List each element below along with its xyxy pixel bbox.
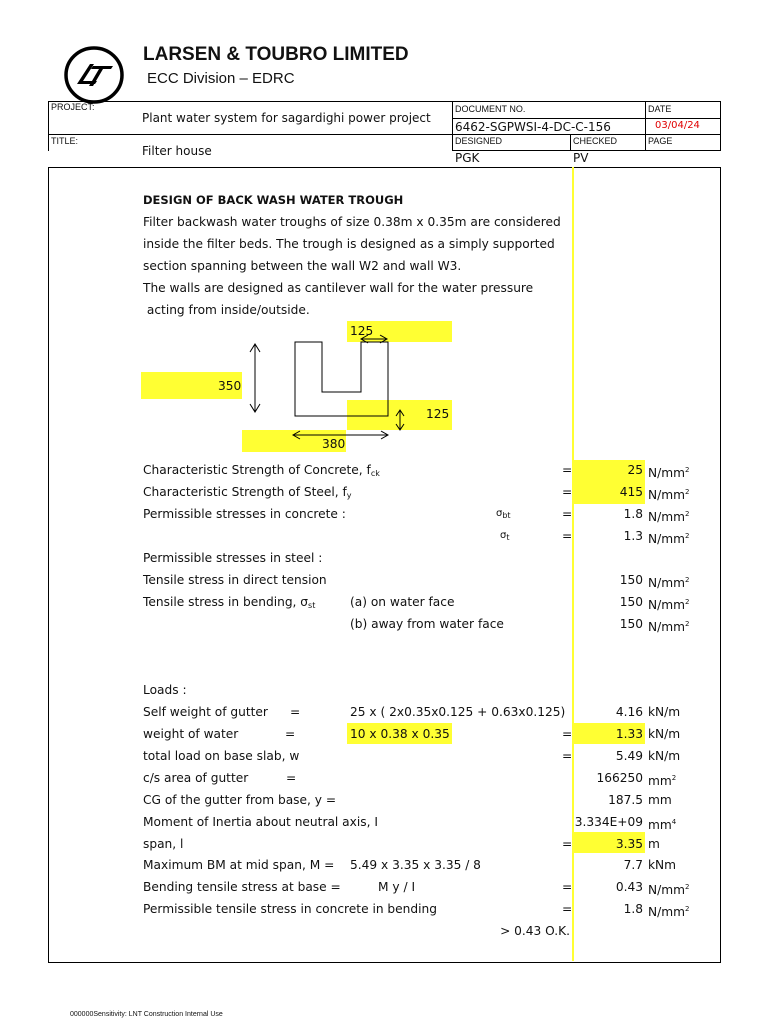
span-eq: = xyxy=(562,837,573,851)
cg-label: CG of the gutter from base, y = xyxy=(143,793,337,807)
bm-formula: 5.49 x 3.35 x 3.35 / 8 xyxy=(350,858,481,872)
tension-value: 150 xyxy=(619,573,643,587)
project-value: Plant water system for sagardighi power project xyxy=(142,111,431,125)
total-load-eq: = xyxy=(562,749,573,763)
title-label: TITLE: xyxy=(51,136,79,146)
designed-label: DESIGNED xyxy=(455,136,503,146)
check-result: > 0.43 O.K. xyxy=(500,924,570,938)
cg-unit: mm xyxy=(648,793,672,807)
span-label: span, l xyxy=(143,837,184,851)
self-weight-unit: kN/m xyxy=(648,705,681,719)
docno-label: DOCUMENT NO. xyxy=(455,104,526,114)
cg-value: 187.5 xyxy=(608,793,643,807)
area-label: c/s area of gutter xyxy=(143,771,249,785)
para-line-3: section spanning between the wall W2 and wall W3. xyxy=(143,259,462,273)
pts-value: 1.8 xyxy=(623,902,643,916)
bending-b-label: (b) away from water face xyxy=(350,617,504,631)
span-unit: m xyxy=(648,837,660,851)
bts-value: 0.43 xyxy=(615,880,643,894)
span-value: 3.35 xyxy=(615,837,643,851)
bts-label: Bending tensile stress at base = xyxy=(143,880,341,894)
docno-value: 6462-SGPWSI-4-DC-C-156 xyxy=(455,120,611,134)
loads-label: Loads : xyxy=(143,683,187,697)
perm-steel-label: Permissible stresses in steel : xyxy=(143,551,323,565)
fy-label: Characteristic Strength of Steel, $f_y$ xyxy=(143,485,352,500)
dim-height-label: 350 xyxy=(218,379,242,393)
para-line-5: acting from inside/outside. xyxy=(143,303,310,317)
self-weight-value: 4.16 xyxy=(615,705,643,719)
dim-base-label: 125 xyxy=(426,407,450,421)
total-load-value: 5.49 xyxy=(615,749,643,763)
total-load-label: total load on base slab, w xyxy=(143,749,300,763)
self-weight-label: Self weight of gutter xyxy=(143,705,268,719)
fck-unit: $N/mm^2$ xyxy=(648,466,690,480)
moi-label: Moment of Inertia about neutral axis, I xyxy=(143,815,378,829)
sigma-t-unit: $N/mm^2$ xyxy=(648,532,690,546)
fck-label: Characteristic Strength of Concrete, $f_{ck}$ xyxy=(143,463,380,478)
moi-value: 3.334E+09 xyxy=(574,815,643,829)
water-weight-value: 1.33 xyxy=(615,727,643,741)
date-label: DATE xyxy=(648,104,672,114)
bts-unit: $N/mm^2$ xyxy=(648,883,690,897)
water-weight-eq2: = xyxy=(562,727,573,741)
water-weight-label: weight of water xyxy=(143,727,239,741)
bending-b-value: 150 xyxy=(619,617,643,631)
dim-width-label: 380 xyxy=(322,437,346,451)
division-name: ECC Division – EDRC xyxy=(147,70,295,87)
fy-unit: $N/mm^2$ xyxy=(648,488,690,502)
trough-cross-section-sketch xyxy=(240,325,410,450)
bm-value: 7.7 xyxy=(623,858,643,872)
checked-value: PV xyxy=(573,151,589,165)
company-name: LARSEN & TOUBRO LIMITED xyxy=(143,44,409,65)
date-value: 03/04/24 xyxy=(655,120,700,131)
sigma-bt-symbol: $\sigma_{bt}$ xyxy=(496,508,511,520)
bm-label: Maximum BM at mid span, M = xyxy=(143,858,335,872)
area-unit: $mm^2$ xyxy=(648,774,677,788)
company-logo xyxy=(63,44,125,106)
self-weight-formula: 25 x ( 2x0.35x0.125 + 0.63x0.125) xyxy=(350,705,566,719)
pts-label: Permissible tensile stress in concrete in bending xyxy=(143,902,437,916)
sigma-bt-eq: = xyxy=(562,507,573,521)
water-weight-formula: 10 x 0.38 x 0.35 xyxy=(350,727,450,741)
total-load-unit: kN/m xyxy=(648,749,681,763)
sigma-t-eq: = xyxy=(562,529,573,543)
tension-label: Tensile stress in direct tension xyxy=(143,573,327,587)
fy-value: 415 xyxy=(619,485,643,499)
project-label: PROJECT: xyxy=(51,102,95,112)
checked-label: CHECKED xyxy=(573,136,618,146)
sigma-bt-value: 1.8 xyxy=(623,507,643,521)
sigma-bt-unit: $N/mm^2$ xyxy=(648,510,690,524)
bending-a-value: 150 xyxy=(619,595,643,609)
pts-eq: = xyxy=(562,902,573,916)
water-weight-eq: = xyxy=(285,727,296,741)
area-eq: = xyxy=(286,771,297,785)
bts-formula: M y / I xyxy=(378,880,416,894)
bts-eq: = xyxy=(562,880,573,894)
designed-value: PGK xyxy=(455,151,480,165)
bm-unit: kNm xyxy=(648,858,677,872)
para-line-1: Filter backwash water troughs of size 0.38m x 0.35m are considered xyxy=(143,215,561,229)
pts-unit: $N/mm^2$ xyxy=(648,905,690,919)
dim-top-label: 125 xyxy=(350,324,374,338)
para-line-2: inside the filter beds. The trough is designed as a simply supported xyxy=(143,237,555,251)
sensitivity-footer: 000000Sensitivity: LNT Construction Internal Use xyxy=(70,1011,223,1018)
water-weight-unit: kN/m xyxy=(648,727,681,741)
fck-value: 25 xyxy=(627,463,643,477)
bending-label: Tensile stress in bending, $\sigma_{st}$ xyxy=(143,595,316,610)
column-guide-line xyxy=(572,167,574,961)
bending-a-label: (a) on water face xyxy=(350,595,455,609)
perm-concrete-label: Permissible stresses in concrete : xyxy=(143,507,346,521)
fy-eq: = xyxy=(562,485,573,499)
bending-a-unit: $N/mm^2$ xyxy=(648,598,690,612)
sigma-t-symbol: $\sigma_t$ xyxy=(500,530,510,542)
page-label: PAGE xyxy=(648,136,673,146)
bending-b-unit: $N/mm^2$ xyxy=(648,620,690,634)
para-line-4: The walls are designed as cantilever wall for the water pressure xyxy=(143,281,534,295)
moi-unit: $mm^4$ xyxy=(648,818,677,832)
self-weight-eq: = xyxy=(290,705,301,719)
section-heading: DESIGN OF BACK WASH WATER TROUGH xyxy=(143,193,404,207)
sigma-t-value: 1.3 xyxy=(623,529,643,543)
fck-eq: = xyxy=(562,463,573,477)
title-value: Filter house xyxy=(142,144,212,158)
area-value: 166250 xyxy=(596,771,643,785)
tension-unit: $N/mm^2$ xyxy=(648,576,690,590)
